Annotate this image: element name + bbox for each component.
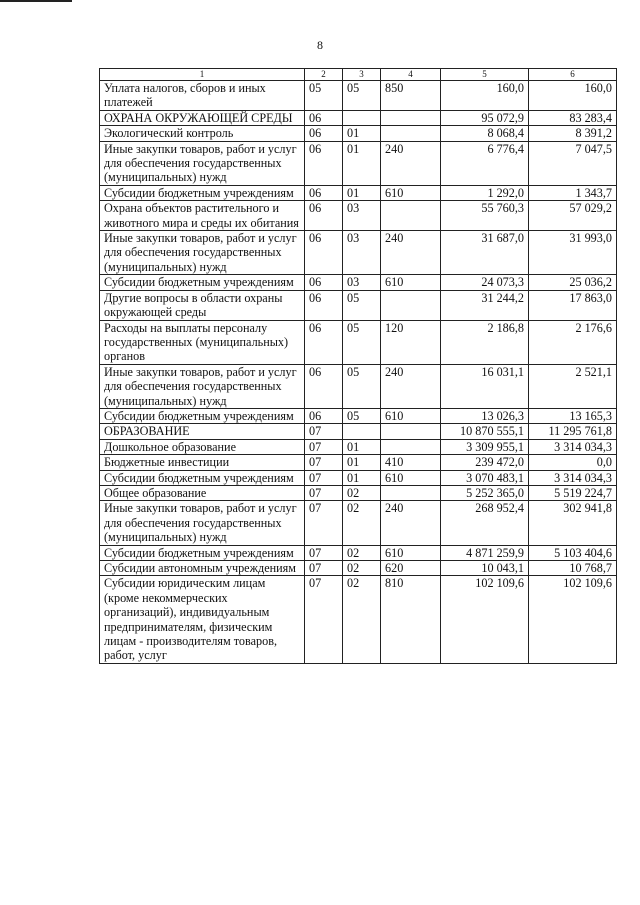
- expense-type-code: 240: [381, 141, 441, 185]
- top-rule: [0, 0, 72, 2]
- subsection-code: [343, 424, 381, 439]
- table-row: [100, 485, 617, 500]
- amount-year-2: 3 314 034,3: [529, 470, 617, 485]
- amount-year-1: 6 776,4: [441, 141, 529, 185]
- table-row: [100, 185, 617, 200]
- section-code: 06: [305, 185, 343, 200]
- amount-year-1: 1 292,0: [441, 185, 529, 200]
- amount-year-1: 239 472,0: [441, 455, 529, 470]
- section-code: 06: [305, 275, 343, 290]
- row-name: Экологический контроль: [100, 126, 305, 141]
- amount-year-1: 160,0: [441, 81, 529, 111]
- subsection-code: [343, 110, 381, 125]
- subsection-code: 01: [343, 185, 381, 200]
- amount-year-1: 55 760,3: [441, 201, 529, 231]
- amount-year-2: 5 103 404,6: [529, 545, 617, 560]
- amount-year-2: 102 109,6: [529, 576, 617, 663]
- amount-year-2: 1 343,7: [529, 185, 617, 200]
- expense-type-code: 610: [381, 185, 441, 200]
- subsection-code: 03: [343, 275, 381, 290]
- table-row: [100, 201, 617, 231]
- section-code: 07: [305, 470, 343, 485]
- section-code: 06: [305, 364, 343, 408]
- header-cell: 3: [343, 69, 381, 81]
- row-name: Бюджетные инвестиции: [100, 455, 305, 470]
- table-row: [100, 231, 617, 275]
- row-name: Субсидии бюджетным учреждениям: [100, 408, 305, 423]
- subsection-code: 02: [343, 501, 381, 545]
- amount-year-2: 0,0: [529, 455, 617, 470]
- expense-type-code: [381, 110, 441, 125]
- subsection-code: 01: [343, 470, 381, 485]
- amount-year-2: 7 047,5: [529, 141, 617, 185]
- expense-type-code: 240: [381, 364, 441, 408]
- expense-type-code: 610: [381, 408, 441, 423]
- row-name: Субсидии юридическим лицам (кроме некоммерческих организаций), индивидуальным предпринимателям, физическим лицам - производителям товаров, работ, услуг: [100, 576, 305, 663]
- table-row: [100, 110, 617, 125]
- section-code: 07: [305, 439, 343, 454]
- section-code: 07: [305, 501, 343, 545]
- amount-year-1: 31 687,0: [441, 231, 529, 275]
- section-code: 06: [305, 201, 343, 231]
- amount-year-1: 4 871 259,9: [441, 545, 529, 560]
- subsection-code: 03: [343, 231, 381, 275]
- section-code: 07: [305, 485, 343, 500]
- table-row: [100, 455, 617, 470]
- amount-year-1: 31 244,2: [441, 290, 529, 320]
- subsection-code: 05: [343, 320, 381, 364]
- row-name: Субсидии автономным учреждениям: [100, 561, 305, 576]
- row-name: Субсидии бюджетным учреждениям: [100, 185, 305, 200]
- table-row: [100, 424, 617, 439]
- expense-type-code: [381, 424, 441, 439]
- row-name: ОХРАНА ОКРУЖАЮЩЕЙ СРЕДЫ: [100, 110, 305, 125]
- amount-year-2: 8 391,2: [529, 126, 617, 141]
- table-row: [100, 470, 617, 485]
- section-code: 06: [305, 141, 343, 185]
- table-row: [100, 126, 617, 141]
- expense-type-code: 850: [381, 81, 441, 111]
- row-name: Иные закупки товаров, работ и услуг для обеспечения государственных (муниципальных) нужд: [100, 364, 305, 408]
- amount-year-1: 10 043,1: [441, 561, 529, 576]
- table-row: [100, 81, 617, 111]
- table-row: [100, 364, 617, 408]
- row-name: Уплата налогов, сборов и иных платежей: [100, 81, 305, 111]
- budget-table: [99, 68, 617, 664]
- expense-type-code: 610: [381, 545, 441, 560]
- row-name: ОБРАЗОВАНИЕ: [100, 424, 305, 439]
- subsection-code: 02: [343, 545, 381, 560]
- expense-type-code: 610: [381, 470, 441, 485]
- expense-type-code: 620: [381, 561, 441, 576]
- section-code: 07: [305, 561, 343, 576]
- amount-year-2: 10 768,7: [529, 561, 617, 576]
- amount-year-2: 25 036,2: [529, 275, 617, 290]
- header-cell: 1: [100, 69, 305, 81]
- subsection-code: 01: [343, 126, 381, 141]
- subsection-code: 01: [343, 439, 381, 454]
- amount-year-2: 83 283,4: [529, 110, 617, 125]
- subsection-code: 01: [343, 141, 381, 185]
- amount-year-2: 2 521,1: [529, 364, 617, 408]
- amount-year-1: 8 068,4: [441, 126, 529, 141]
- row-name: Другие вопросы в области охраны окружающей среды: [100, 290, 305, 320]
- table-row: [100, 408, 617, 423]
- table-row: [100, 576, 617, 663]
- expense-type-code: [381, 126, 441, 141]
- section-code: 06: [305, 290, 343, 320]
- expense-type-code: [381, 290, 441, 320]
- subsection-code: 05: [343, 290, 381, 320]
- table-row: [100, 141, 617, 185]
- expense-type-code: 240: [381, 501, 441, 545]
- subsection-code: 05: [343, 364, 381, 408]
- table-row: [100, 561, 617, 576]
- subsection-code: 03: [343, 201, 381, 231]
- subsection-code: 05: [343, 408, 381, 423]
- amount-year-1: 102 109,6: [441, 576, 529, 663]
- amount-year-2: 3 314 034,3: [529, 439, 617, 454]
- section-code: 07: [305, 545, 343, 560]
- amount-year-1: 5 252 365,0: [441, 485, 529, 500]
- header-cell: 4: [381, 69, 441, 81]
- section-code: 06: [305, 231, 343, 275]
- header-cell: 5: [441, 69, 529, 81]
- expense-type-code: [381, 201, 441, 231]
- expense-type-code: 120: [381, 320, 441, 364]
- expense-type-code: 240: [381, 231, 441, 275]
- table-row: [100, 290, 617, 320]
- subsection-code: 02: [343, 576, 381, 663]
- expense-type-code: [381, 439, 441, 454]
- subsection-code: 05: [343, 81, 381, 111]
- amount-year-1: 95 072,9: [441, 110, 529, 125]
- table-row: [100, 439, 617, 454]
- amount-year-2: 57 029,2: [529, 201, 617, 231]
- table-row: [100, 275, 617, 290]
- amount-year-1: 10 870 555,1: [441, 424, 529, 439]
- amount-year-1: 2 186,8: [441, 320, 529, 364]
- amount-year-2: 17 863,0: [529, 290, 617, 320]
- section-code: 07: [305, 455, 343, 470]
- section-code: 06: [305, 408, 343, 423]
- section-code: 07: [305, 576, 343, 663]
- subsection-code: 01: [343, 455, 381, 470]
- page-number: 8: [317, 38, 323, 52]
- amount-year-1: 24 073,3: [441, 275, 529, 290]
- row-name: Иные закупки товаров, работ и услуг для обеспечения государственных (муниципальных) нужд: [100, 231, 305, 275]
- subsection-code: 02: [343, 485, 381, 500]
- table-row: [100, 545, 617, 560]
- expense-type-code: 610: [381, 275, 441, 290]
- row-name: Охрана объектов растительного и животного мира и среды их обитания: [100, 201, 305, 231]
- section-code: 06: [305, 320, 343, 364]
- row-name: Иные закупки товаров, работ и услуг для обеспечения государственных (муниципальных) нужд: [100, 141, 305, 185]
- table-row: [100, 320, 617, 364]
- row-name: Субсидии бюджетным учреждениям: [100, 275, 305, 290]
- expense-type-code: 410: [381, 455, 441, 470]
- amount-year-2: 2 176,6: [529, 320, 617, 364]
- amount-year-2: 11 295 761,8: [529, 424, 617, 439]
- row-name: Субсидии бюджетным учреждениям: [100, 545, 305, 560]
- section-code: 07: [305, 424, 343, 439]
- amount-year-1: 3 070 483,1: [441, 470, 529, 485]
- table-row: [100, 501, 617, 545]
- amount-year-2: 31 993,0: [529, 231, 617, 275]
- amount-year-1: 13 026,3: [441, 408, 529, 423]
- section-code: 06: [305, 110, 343, 125]
- header-cell: 2: [305, 69, 343, 81]
- section-code: 06: [305, 126, 343, 141]
- row-name: Субсидии бюджетным учреждениям: [100, 470, 305, 485]
- expense-type-code: 810: [381, 576, 441, 663]
- amount-year-1: 16 031,1: [441, 364, 529, 408]
- expense-type-code: [381, 485, 441, 500]
- amount-year-2: 160,0: [529, 81, 617, 111]
- row-name: Иные закупки товаров, работ и услуг для обеспечения государственных (муниципальных) нужд: [100, 501, 305, 545]
- amount-year-2: 302 941,8: [529, 501, 617, 545]
- header-row: [100, 69, 617, 81]
- row-name: Расходы на выплаты персоналу государственных (муниципальных) органов: [100, 320, 305, 364]
- header-cell: 6: [529, 69, 617, 81]
- amount-year-1: 3 309 955,1: [441, 439, 529, 454]
- amount-year-2: 13 165,3: [529, 408, 617, 423]
- subsection-code: 02: [343, 561, 381, 576]
- section-code: 05: [305, 81, 343, 111]
- row-name: Дошкольное образование: [100, 439, 305, 454]
- row-name: Общее образование: [100, 485, 305, 500]
- amount-year-2: 5 519 224,7: [529, 485, 617, 500]
- amount-year-1: 268 952,4: [441, 501, 529, 545]
